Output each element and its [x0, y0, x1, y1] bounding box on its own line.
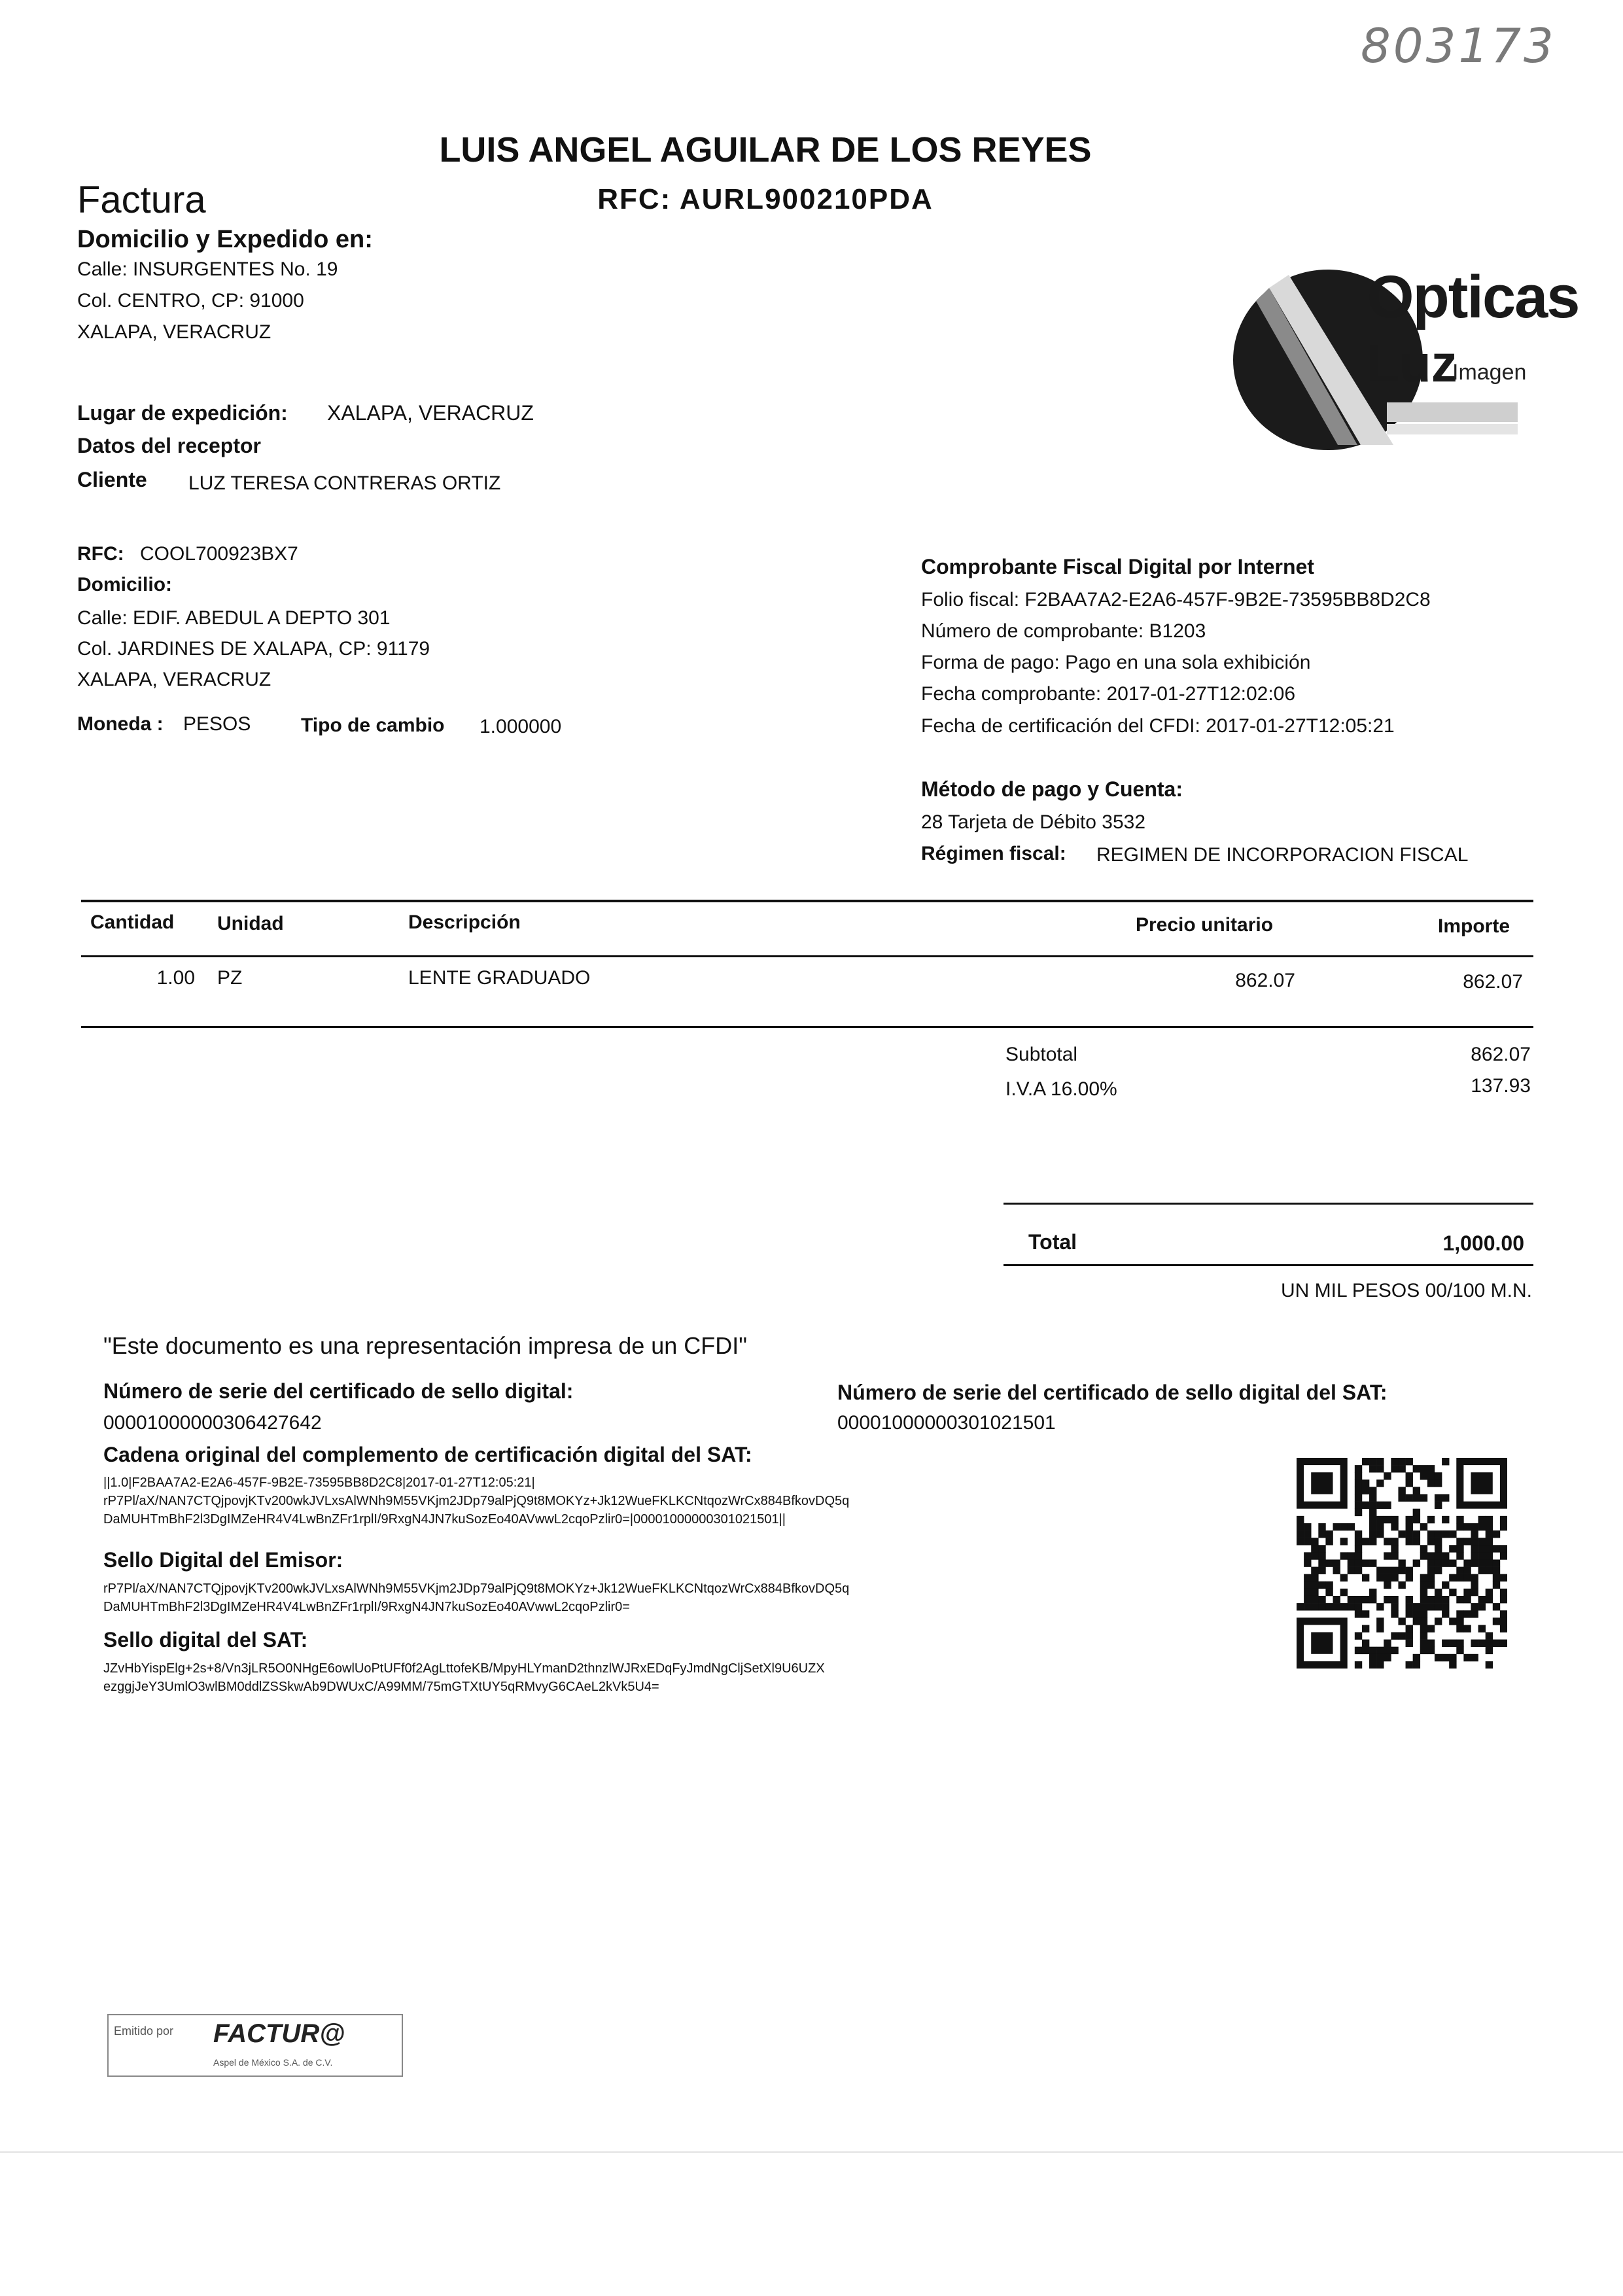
domicilio-line2: Col. CENTRO, CP: 91000: [77, 290, 304, 311]
table-bottom-rule: [81, 1026, 1533, 1028]
row-precio: 862.07: [1235, 970, 1295, 991]
issuer-name: LUIS ANGEL AGUILAR DE LOS REYES: [439, 130, 1092, 169]
logo-word1: Opticas: [1367, 264, 1579, 330]
row-descripcion: LENTE GRADUADO: [408, 967, 591, 989]
header-cantidad: Cantidad: [90, 911, 175, 933]
sello-sat-line1: JZvHbYispElg+2s+8/Vn3jLR5O0NHgE6owlUoPtUFf0f2AgLttofeKB/MpyHLYmanD2thnzlWJRxEDqFyJmdNgCljSetXl9U6UZX: [103, 1661, 825, 1676]
subtotal-label: Subtotal: [1005, 1044, 1078, 1065]
cadena-line1: ||1.0|F2BAA7A2-E2A6-457F-9B2E-73595BB8D2C8|2017-01-27T12:05:21|: [103, 1475, 535, 1490]
table-header-rule: [81, 955, 1533, 957]
receptor-heading: Datos del receptor: [77, 434, 261, 457]
iva-label: I.V.A 16.00%: [1005, 1078, 1117, 1100]
table-top-rule: [81, 900, 1533, 902]
cert-emisor-value: 00001000000306427642: [103, 1412, 322, 1434]
issuer-rfc: RFC: AURL900210PDA: [597, 183, 934, 215]
opticas-luz-logo: [1230, 249, 1579, 458]
stamp-brand: FACTUR@: [213, 2019, 345, 2048]
moneda-value: PESOS: [183, 713, 251, 735]
moneda-label: Moneda :: [77, 713, 164, 735]
qr-code: [1297, 1458, 1507, 1669]
receptor-rfc-value: COOL700923BX7: [140, 543, 298, 565]
sello-sat-line2: ezggjJeY3UmlO3wlBM0ddlZSSkwAb9DWUxC/A99MM/75mGTXtUY5qRMvyG6CAeL2kVk5U4=: [103, 1680, 659, 1694]
receptor-domicilio-line1: Calle: EDIF. ABEDUL A DEPTO 301: [77, 607, 391, 629]
logo-word3: Imagen: [1452, 360, 1527, 385]
stamp-sub: Aspel de México S.A. de C.V.: [213, 2057, 333, 2068]
receptor-domicilio-line3: XALAPA, VERACRUZ: [77, 669, 271, 690]
metodo-value: 28 Tarjeta de Débito 3532: [921, 811, 1146, 833]
row-cantidad: 1.00: [156, 967, 195, 989]
cert-sat-value: 00001000000301021501: [837, 1412, 1056, 1434]
receptor-domicilio-line2: Col. JARDINES DE XALAPA, CP: 91179: [77, 638, 430, 660]
cfdi-certificacion: Fecha de certificación del CFDI: 2017-01-27T12:05:21: [921, 715, 1395, 737]
subtotal-value: 862.07: [1471, 1044, 1531, 1065]
domicilio-heading: Domicilio y Expedido en:: [77, 226, 373, 253]
qr-code-icon: [1297, 1458, 1507, 1669]
doc-type-title: Factura: [77, 179, 206, 221]
regimen-label: Régimen fiscal:: [921, 843, 1066, 864]
cfdi-numero: Número de comprobante: B1203: [921, 620, 1206, 642]
row-unidad: PZ: [217, 967, 243, 989]
header-descripcion: Descripción: [408, 911, 521, 933]
cadena-line3: DaMUHTmBhF2l3DgIMZeHR4V4LwBnZFr1rplI/9RxgN4JN7kuSozEo40AVwwL2cqoPzlir0=|00001000000301021501||: [103, 1512, 786, 1527]
cfdi-forma-pago: Forma de pago: Pago en una sola exhibición: [921, 652, 1311, 673]
table-row: [0, 967, 1623, 993]
domicilio-line3: XALAPA, VERACRUZ: [77, 321, 271, 343]
metodo-heading: Método de pago y Cuenta:: [921, 777, 1183, 801]
total-bottom-rule: [1003, 1264, 1533, 1266]
cfdi-fecha: Fecha comprobante: 2017-01-27T12:02:06: [921, 683, 1296, 705]
regimen-value: REGIMEN DE INCORPORACION FISCAL: [1096, 844, 1469, 866]
cliente-label: Cliente: [77, 468, 147, 491]
sello-emisor-label: Sello Digital del Emisor:: [103, 1548, 343, 1572]
receptor-domicilio-label: Domicilio:: [77, 574, 173, 595]
cert-emisor-label: Número de serie del certificado de sello digital:: [103, 1379, 574, 1403]
iva-value: 137.93: [1471, 1075, 1531, 1097]
cfdi-folio: Folio fiscal: F2BAA7A2-E2A6-457F-9B2E-73595BB8D2C8: [921, 589, 1431, 610]
total-value: 1,000.00: [1442, 1231, 1524, 1255]
cliente-value: LUZ TERESA CONTRERAS ORTIZ: [188, 472, 501, 494]
total-top-rule: [1003, 1203, 1533, 1205]
total-label: Total: [1028, 1230, 1077, 1254]
receptor-rfc-label: RFC:: [77, 543, 124, 565]
lugar-label: Lugar de expedición:: [77, 401, 288, 425]
sello-sat-label: Sello digital del SAT:: [103, 1628, 308, 1651]
domicilio-line1: Calle: INSURGENTES No. 19: [77, 258, 338, 280]
tipo-cambio-label: Tipo de cambio: [301, 715, 445, 736]
header-precio-unitario: Precio unitario: [1136, 914, 1274, 936]
cert-sat-label: Número de serie del certificado de sello digital del SAT:: [837, 1381, 1387, 1404]
row-importe: 862.07: [1463, 971, 1523, 993]
representacion-impresa: "Este documento es una representación impresa de un CFDI": [103, 1332, 748, 1359]
handwritten-number: 803173: [1361, 18, 1556, 73]
scan-edge-rule: [0, 2151, 1623, 2153]
stamp-emitido: Emitido por: [114, 2024, 174, 2038]
header-importe: Importe: [1438, 915, 1510, 937]
cadena-label: Cadena original del complemento de certificación digital del SAT:: [103, 1443, 752, 1466]
cfdi-heading: Comprobante Fiscal Digital por Internet: [921, 555, 1314, 578]
sello-emisor-line1: rP7Pl/aX/NAN7CTQjpovjKTv200wkJVLxsAlWNh9M55VKjm2JDp79alPjQ9t8MOKYz+Jk12WueFKLKCNtqozWrCx884BfkovDQ5q: [103, 1581, 850, 1596]
tipo-cambio-value: 1.000000: [480, 716, 562, 737]
logo-word2: Luz: [1367, 334, 1457, 393]
total-en-letra: UN MIL PESOS 00/100 M.N.: [1280, 1280, 1532, 1301]
factur-stamp: [107, 2014, 403, 2077]
sello-emisor-line2: DaMUHTmBhF2l3DgIMZeHR4V4LwBnZFr1rplI/9RxgN4JN7kuSozEo40AVwwL2cqoPzlir0=: [103, 1600, 630, 1614]
lugar-value: XALAPA, VERACRUZ: [327, 401, 534, 425]
header-unidad: Unidad: [217, 913, 284, 934]
cadena-line2: rP7Pl/aX/NAN7CTQjpovjKTv200wkJVLxsAlWNh9M55VKjm2JDp79alPjQ9t8MOKYz+Jk12WueFKLKCNtqozWrCx884BfkovDQ5q: [103, 1494, 850, 1508]
